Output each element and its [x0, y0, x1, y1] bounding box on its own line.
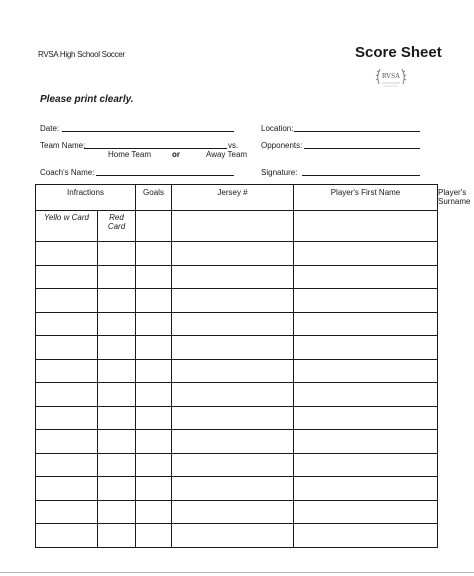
- column-header-first-name: Player's First Name: [294, 185, 438, 211]
- opponents-label: Opponents:: [261, 141, 303, 150]
- yellow-card-cell[interactable]: [36, 406, 98, 430]
- page-bottom-divider: [0, 572, 474, 573]
- red-card-cell: [98, 211, 136, 242]
- red-card-cell[interactable]: [98, 312, 136, 336]
- yellow-card-cell[interactable]: [36, 477, 98, 501]
- goals-cell[interactable]: [136, 383, 172, 407]
- red-card-cell[interactable]: [98, 265, 136, 289]
- column-header-jersey: Jersey #: [172, 185, 294, 211]
- signature-label: Signature:: [261, 168, 298, 177]
- yellow-card-cell[interactable]: [36, 500, 98, 524]
- table-row: [36, 383, 438, 407]
- table-row: [36, 453, 438, 477]
- goals-cell[interactable]: [136, 312, 172, 336]
- yellow-card-cell: [36, 211, 98, 242]
- coach-name-label: Coach's Name:: [40, 168, 95, 177]
- goals-cell[interactable]: [136, 477, 172, 501]
- table-row: [36, 336, 438, 360]
- table-row: [36, 406, 438, 430]
- red-card-cell[interactable]: [98, 500, 136, 524]
- table-row: [36, 524, 438, 548]
- first-name-cell[interactable]: [294, 383, 438, 407]
- goals-cell[interactable]: [136, 336, 172, 360]
- first-name-cell[interactable]: [294, 406, 438, 430]
- jersey-cell[interactable]: [172, 289, 294, 313]
- red-card-cell[interactable]: [98, 477, 136, 501]
- location-field[interactable]: [294, 131, 420, 132]
- location-label: Location:: [261, 124, 294, 133]
- red-card-cell[interactable]: [98, 406, 136, 430]
- yellow-card-cell[interactable]: [36, 336, 98, 360]
- goals-cell[interactable]: [136, 265, 172, 289]
- table-row: [36, 359, 438, 383]
- goals-cell[interactable]: [136, 500, 172, 524]
- jersey-cell[interactable]: [172, 477, 294, 501]
- home-team-label: Home Team: [108, 150, 151, 159]
- table-row: [36, 289, 438, 313]
- goals-cell[interactable]: [136, 242, 172, 266]
- first-name-cell[interactable]: [294, 211, 438, 242]
- first-name-cell[interactable]: [294, 477, 438, 501]
- first-name-cell[interactable]: [294, 430, 438, 454]
- rvsa-logo: [374, 64, 408, 90]
- jersey-cell[interactable]: [172, 265, 294, 289]
- first-name-cell[interactable]: [294, 359, 438, 383]
- jersey-cell[interactable]: [172, 524, 294, 548]
- red-card-cell[interactable]: [98, 242, 136, 266]
- roster-table: [35, 184, 471, 548]
- yellow-card-cell[interactable]: [36, 453, 98, 477]
- jersey-cell[interactable]: [172, 406, 294, 430]
- jersey-cell[interactable]: [172, 359, 294, 383]
- jersey-cell[interactable]: [172, 453, 294, 477]
- red-card-cell[interactable]: [98, 336, 136, 360]
- red-card-cell[interactable]: [98, 453, 136, 477]
- jersey-cell[interactable]: [172, 336, 294, 360]
- first-name-cell[interactable]: [294, 336, 438, 360]
- table-row: [36, 430, 438, 454]
- svg-text:RVSA: RVSA: [381, 72, 401, 80]
- yellow-card-cell[interactable]: [36, 383, 98, 407]
- yellow-card-cell[interactable]: [36, 242, 98, 266]
- team-name-field[interactable]: [84, 148, 227, 149]
- column-header-goals: Goals: [136, 185, 172, 211]
- goals-cell[interactable]: [136, 211, 172, 242]
- red-card-label: Red Card: [107, 213, 126, 231]
- yellow-card-cell[interactable]: [36, 265, 98, 289]
- yellow-card-cell[interactable]: [36, 312, 98, 336]
- away-team-label: Away Team: [206, 150, 248, 159]
- column-header-infractions: Infractions: [36, 185, 136, 211]
- table-row: [36, 265, 438, 289]
- coach-name-field[interactable]: [96, 175, 234, 176]
- yellow-card-cell[interactable]: [36, 430, 98, 454]
- jersey-cell[interactable]: [172, 312, 294, 336]
- table-row: [36, 312, 438, 336]
- red-card-cell[interactable]: [98, 524, 136, 548]
- signature-field[interactable]: [302, 175, 420, 176]
- goals-cell[interactable]: [136, 453, 172, 477]
- page-title: Score Sheet: [355, 44, 442, 61]
- card-label-row: [36, 211, 438, 242]
- first-name-cell[interactable]: [294, 524, 438, 548]
- red-card-cell[interactable]: [98, 383, 136, 407]
- jersey-cell[interactable]: [172, 500, 294, 524]
- first-name-cell[interactable]: [294, 453, 438, 477]
- first-name-cell[interactable]: [294, 312, 438, 336]
- red-card-cell[interactable]: [98, 430, 136, 454]
- goals-cell[interactable]: [136, 430, 172, 454]
- jersey-cell[interactable]: [172, 211, 294, 242]
- table-row: [36, 500, 438, 524]
- yellow-card-cell[interactable]: [36, 524, 98, 548]
- date-label: Date:: [40, 124, 60, 133]
- first-name-cell[interactable]: [294, 500, 438, 524]
- team-name-label: Team Name:: [40, 141, 86, 150]
- table-row: [36, 477, 438, 501]
- opponents-field[interactable]: [304, 148, 420, 149]
- yellow-card-label: Yello w Card: [44, 213, 89, 222]
- jersey-cell[interactable]: [172, 242, 294, 266]
- vs-label: vs.: [228, 141, 239, 150]
- red-card-cell[interactable]: [98, 359, 136, 383]
- goals-cell[interactable]: [136, 524, 172, 548]
- goals-cell[interactable]: [136, 289, 172, 313]
- date-field[interactable]: [62, 131, 234, 132]
- first-name-cell[interactable]: [294, 265, 438, 289]
- jersey-cell[interactable]: [172, 383, 294, 407]
- red-card-cell[interactable]: [98, 289, 136, 313]
- organization-name: RVSA High School Soccer: [38, 50, 125, 59]
- goals-cell[interactable]: [136, 359, 172, 383]
- goals-cell[interactable]: [136, 406, 172, 430]
- yellow-card-cell[interactable]: [36, 359, 98, 383]
- jersey-cell[interactable]: [172, 430, 294, 454]
- print-instructions: Please print clearly.: [40, 94, 134, 105]
- yellow-card-cell[interactable]: [36, 289, 98, 313]
- first-name-cell[interactable]: [294, 242, 438, 266]
- or-label: or: [172, 150, 180, 159]
- first-name-cell[interactable]: [294, 289, 438, 313]
- table-row: [36, 242, 438, 266]
- table-header-row: Infractions Goals Jersey # Player's First Name Player's Surname: [36, 185, 438, 211]
